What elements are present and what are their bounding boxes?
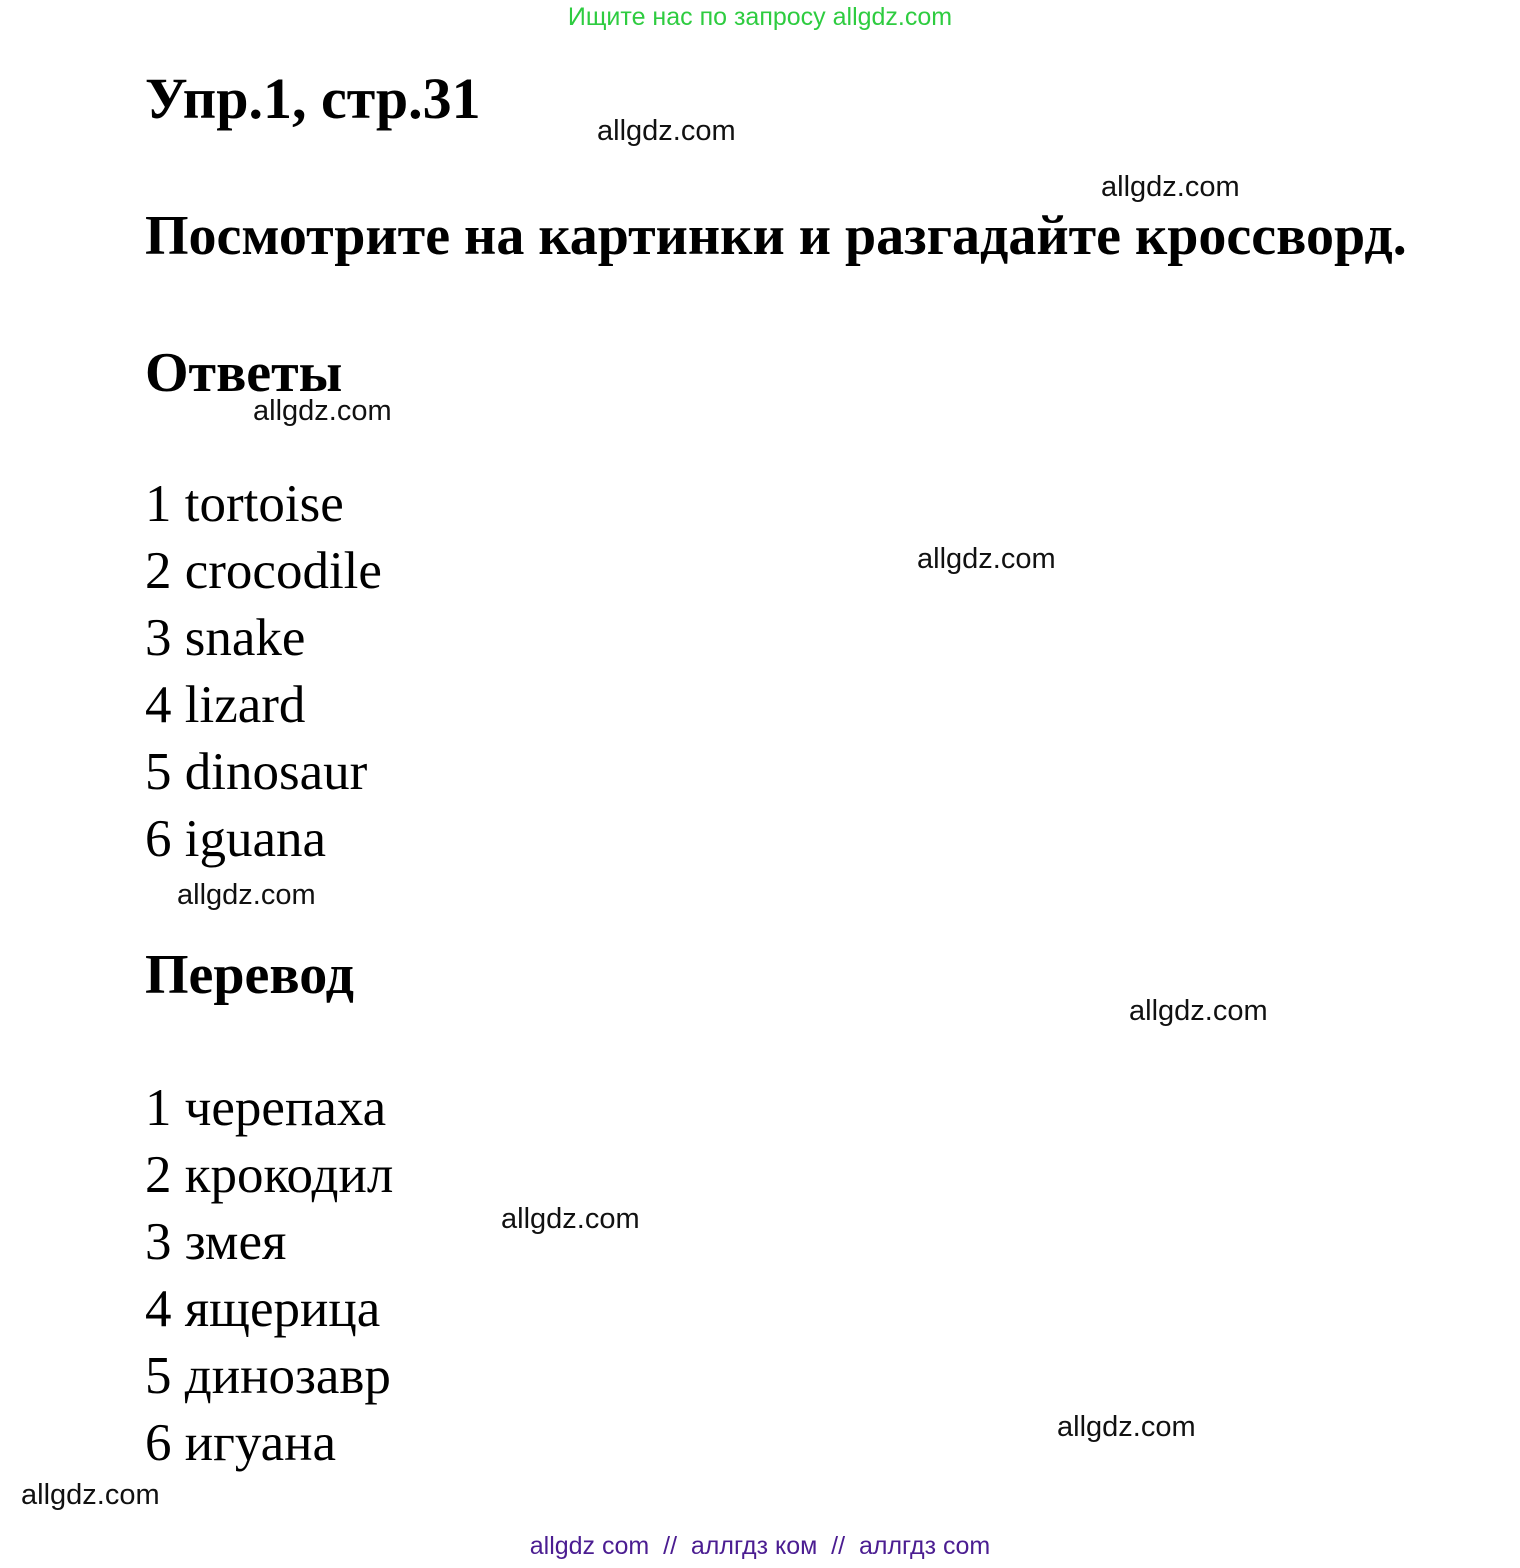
watermark: allgdz.com: [21, 1479, 160, 1511]
task-instruction: Посмотрите на картинки и разгадайте кроссворд.: [145, 205, 1407, 267]
watermark: allgdz.com: [253, 395, 392, 427]
translation-list: [145, 1075, 393, 1477]
list-item: 1 черепаха: [145, 1079, 387, 1137]
watermark: allgdz.com: [1057, 1411, 1196, 1443]
watermark: allgdz.com: [1129, 995, 1268, 1027]
list-item: 4 lizard: [145, 676, 306, 734]
list-item: 6 игуана: [145, 1414, 337, 1472]
list-item: 5 dinosaur: [145, 743, 368, 801]
exercise-title: Упр.1, стр.31: [145, 66, 481, 131]
list-item: 2 crocodile: [145, 542, 382, 600]
watermark: allgdz.com: [177, 879, 316, 911]
answers-heading: Ответы: [145, 342, 343, 404]
list-item: 1 tortoise: [145, 475, 344, 533]
watermark: allgdz.com: [917, 543, 1056, 575]
watermark: allgdz.com: [501, 1203, 640, 1235]
list-item: 2 крокодил: [145, 1146, 394, 1204]
list-item: 6 iguana: [145, 810, 327, 868]
answers-list: [145, 471, 382, 873]
footer-links: allgdz com // аллгдз ком // аллгдз com: [529, 1532, 991, 1560]
translation-heading: Перевод: [145, 944, 354, 1006]
list-item: 4 ящерица: [145, 1280, 381, 1338]
list-item: 3 змея: [145, 1213, 287, 1271]
list-item: 3 snake: [145, 609, 306, 667]
watermark: allgdz.com: [597, 115, 736, 147]
list-item: 5 динозавр: [145, 1347, 391, 1405]
watermark: allgdz.com: [1101, 171, 1240, 203]
search-banner: Ищите нас по запросу allgdz.com: [567, 3, 953, 31]
